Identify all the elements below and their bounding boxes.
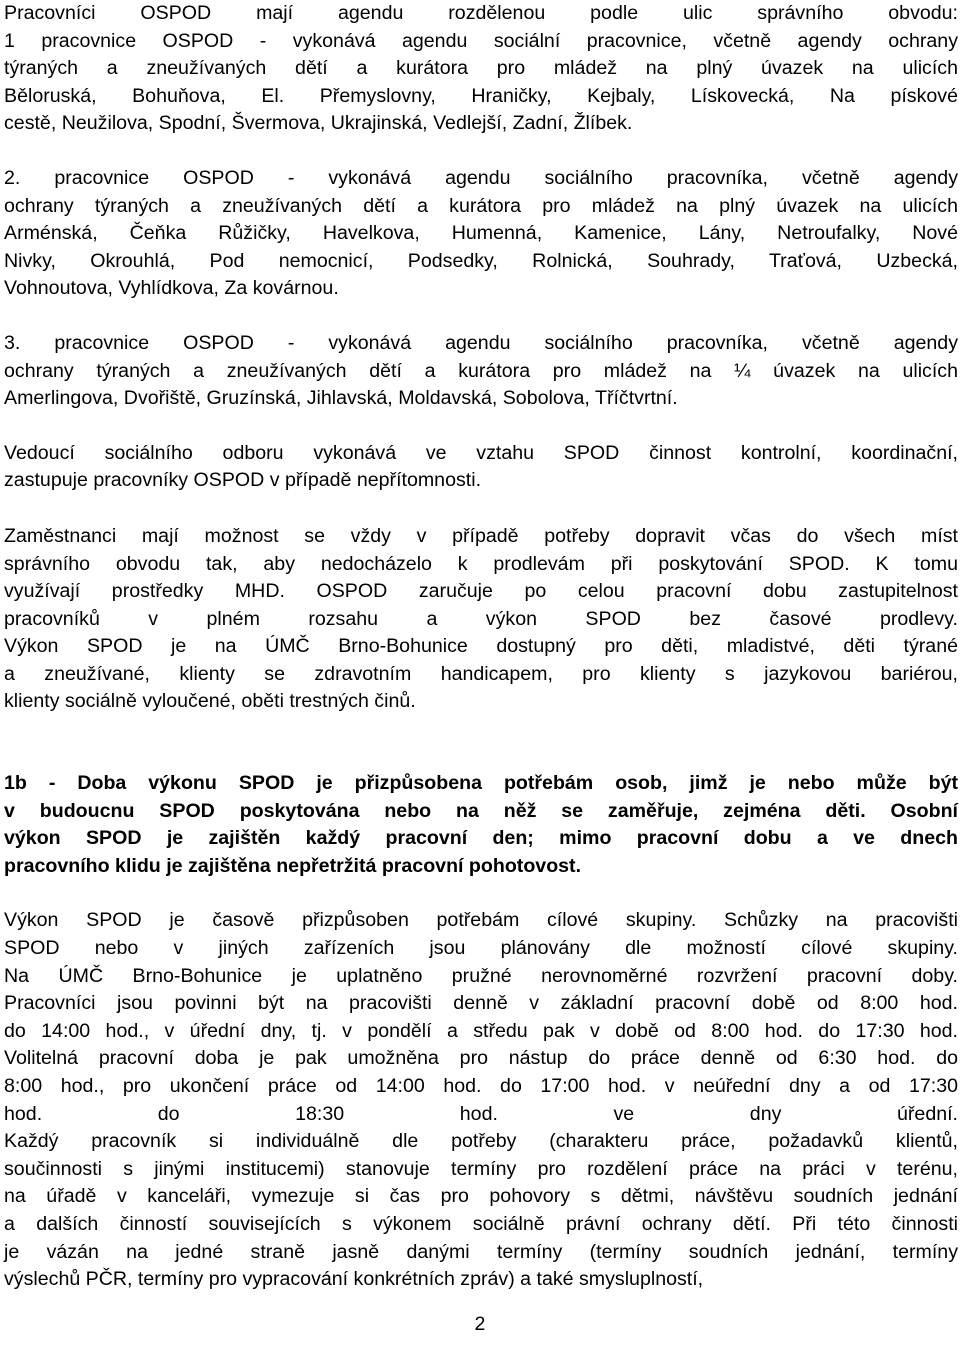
text-line: Vedoucí sociálního odboru vykonává ve vztahu SPOD činnost kontrolní, koordinační, — [4, 441, 958, 464]
paragraph-worker-2 — [4, 165, 958, 303]
text-line: výslechů PČR, termíny pro vypracování konkrétních zpráv) a také smysluplností, — [4, 1268, 704, 1291]
text-line: využívají prostředky MHD. OSPOD zaručuje po celou pracovní dobu zastupitelnost — [4, 580, 958, 603]
text-line: a zneužívané, klienty se zdravotním handicapem, pro klienty s jazykovou bariérou, — [4, 662, 958, 685]
text-line: cestě, Neužilova, Spodní, Švermova, Ukrajinská, Vedlejší, Zadní, Žlíbek. — [4, 112, 633, 135]
text-line: do 14:00 hod., v úřední dny, tj. v pondělí a středu pak v době od 8:00 hod. do 17:30 hod. — [4, 1019, 958, 1042]
text-line: pracovního klidu je zajištěna nepřetržitá pracovní pohotovost. — [4, 854, 582, 877]
text-line: na úřadě v kanceláři, vymezuje si čas pro pohovory s dětmi, návštěvu soudních jednání — [4, 1185, 958, 1208]
text-line: zastupuje pracovníky OSPOD v případě nepřítomnosti. — [4, 469, 482, 492]
text-line: Zaměstnanci mají možnost se vždy v případě potřeby dopravit včas do všech míst — [4, 524, 958, 547]
text-line: v budoucnu SPOD poskytována nebo na něž se zaměřuje, zejména děti. Osobní — [4, 799, 958, 822]
text-line: výkon SPOD je zajištěn každý pracovní den; mimo pracovní dobu a ve dnech — [4, 827, 958, 850]
paragraph-head-of-department — [4, 440, 958, 495]
text-line: Výkon SPOD je na ÚMČ Brno-Bohunice dostupný pro děti, mladistvé, děti týrané — [4, 635, 958, 658]
text-line: součinnosti s jinými institucemi) stanovuje termíny pro rozdělení práce na práci v terénu, — [4, 1157, 958, 1180]
paragraph-employees — [4, 523, 958, 716]
page-number: 2 — [474, 1313, 486, 1335]
text-line: hod. do 18:30 hod. ve dny úřední. — [4, 1102, 958, 1125]
paragraph-intro — [4, 0, 958, 138]
text-line: správního obvodu tak, aby nedocházelo k prodlevám při poskytování SPOD. K tomu — [4, 552, 958, 575]
text-line: pracovníků v plném rozsahu a výkon SPOD bez časové prodlevy. — [4, 607, 958, 630]
section-heading-1b — [4, 770, 958, 880]
text-line: 1 pracovnice OSPOD - vykonává agendu sociální pracovnice, včetně agendy ochrany — [4, 29, 958, 52]
text-line: SPOD nebo v jiných zařízeních jsou plánovány dle možností cílové skupiny. — [4, 937, 958, 960]
paragraph-worker-3 — [4, 330, 958, 413]
text-line: ochrany týraných a zneužívaných dětí a kurátora pro mládež na plný úvazek na ulicích — [4, 194, 958, 217]
text-line: Amerlingova, Dvořiště, Gruzínská, Jihlavská, Moldavská, Sobolova, Tříčtvrtní. — [4, 387, 678, 410]
paragraph-working-hours — [4, 907, 958, 1293]
text-line: Každý pracovník si individuálně dle potřeby (charakteru práce, požadavků klientů, — [4, 1130, 958, 1153]
text-line: Pracovníci jsou povinni být na pracovišti denně v základní pracovní době od 8:00 hod. — [4, 992, 958, 1015]
text-line: Volitelná pracovní doba je pak umožněna pro nástup do práce denně od 6:30 hod. do — [4, 1047, 958, 1070]
text-line: 8:00 hod., pro ukončení práce od 14:00 hod. do 17:00 hod. v neúřední dny a od 17:30 — [4, 1075, 958, 1097]
text-line: Nivky, Okrouhlá, Pod nemocnicí, Podsedky, Rolnická, Souhrady, Traťová, Uzbecká, — [4, 249, 958, 272]
text-line: 1b - Doba výkonu SPOD je přizpůsobena potřebám osob, jimž je nebo může být — [4, 772, 958, 795]
text-line: Arménská, Čeňka Růžičky, Havelkova, Humenná, Kamenice, Lány, Netroufalky, Nové — [4, 222, 958, 245]
text-line: Běloruská, Bohuňova, El. Přemyslovny, Hraničky, Kejbaly, Lískovecká, Na pískové — [4, 84, 958, 107]
text-line: Výkon SPOD je časově přizpůsoben potřebám cílové skupiny. Schůzky na pracovišti — [4, 909, 958, 932]
text-line: Vohnoutova, Vyhlídkova, Za kovárnou. — [4, 277, 339, 300]
text-line: ochrany týraných a zneužívaných dětí a kurátora pro mládež na ¼ úvazek na ulicích — [4, 359, 958, 382]
text-line: 2. pracovnice OSPOD - vykonává agendu sociálního pracovníka, včetně agendy — [4, 166, 958, 189]
text-line: Na ÚMČ Brno-Bohunice je uplatněno pružné nerovnoměrné rozvržení pracovní doby. — [4, 964, 958, 987]
document-page — [4, 0, 958, 1294]
text-line: a dalších činností souvisejících s výkonem sociálně právní ochrany dětí. Při této činnosti — [4, 1212, 958, 1235]
text-line: klienty sociálně vyloučené, oběti trestných činů. — [4, 690, 416, 713]
text-line: Pracovníci OSPOD mají agendu rozdělenou podle ulic správního obvodu: — [4, 2, 958, 24]
text-line: je vázán na jedné straně jasně danými termíny (termíny soudních jednání, termíny — [4, 1240, 958, 1263]
text-line: týraných a zneužívaných dětí a kurátora pro mládež na plný úvazek na ulicích — [4, 57, 958, 80]
text-line: 3. pracovnice OSPOD - vykonává agendu sociálního pracovníka, včetně agendy — [4, 331, 958, 354]
